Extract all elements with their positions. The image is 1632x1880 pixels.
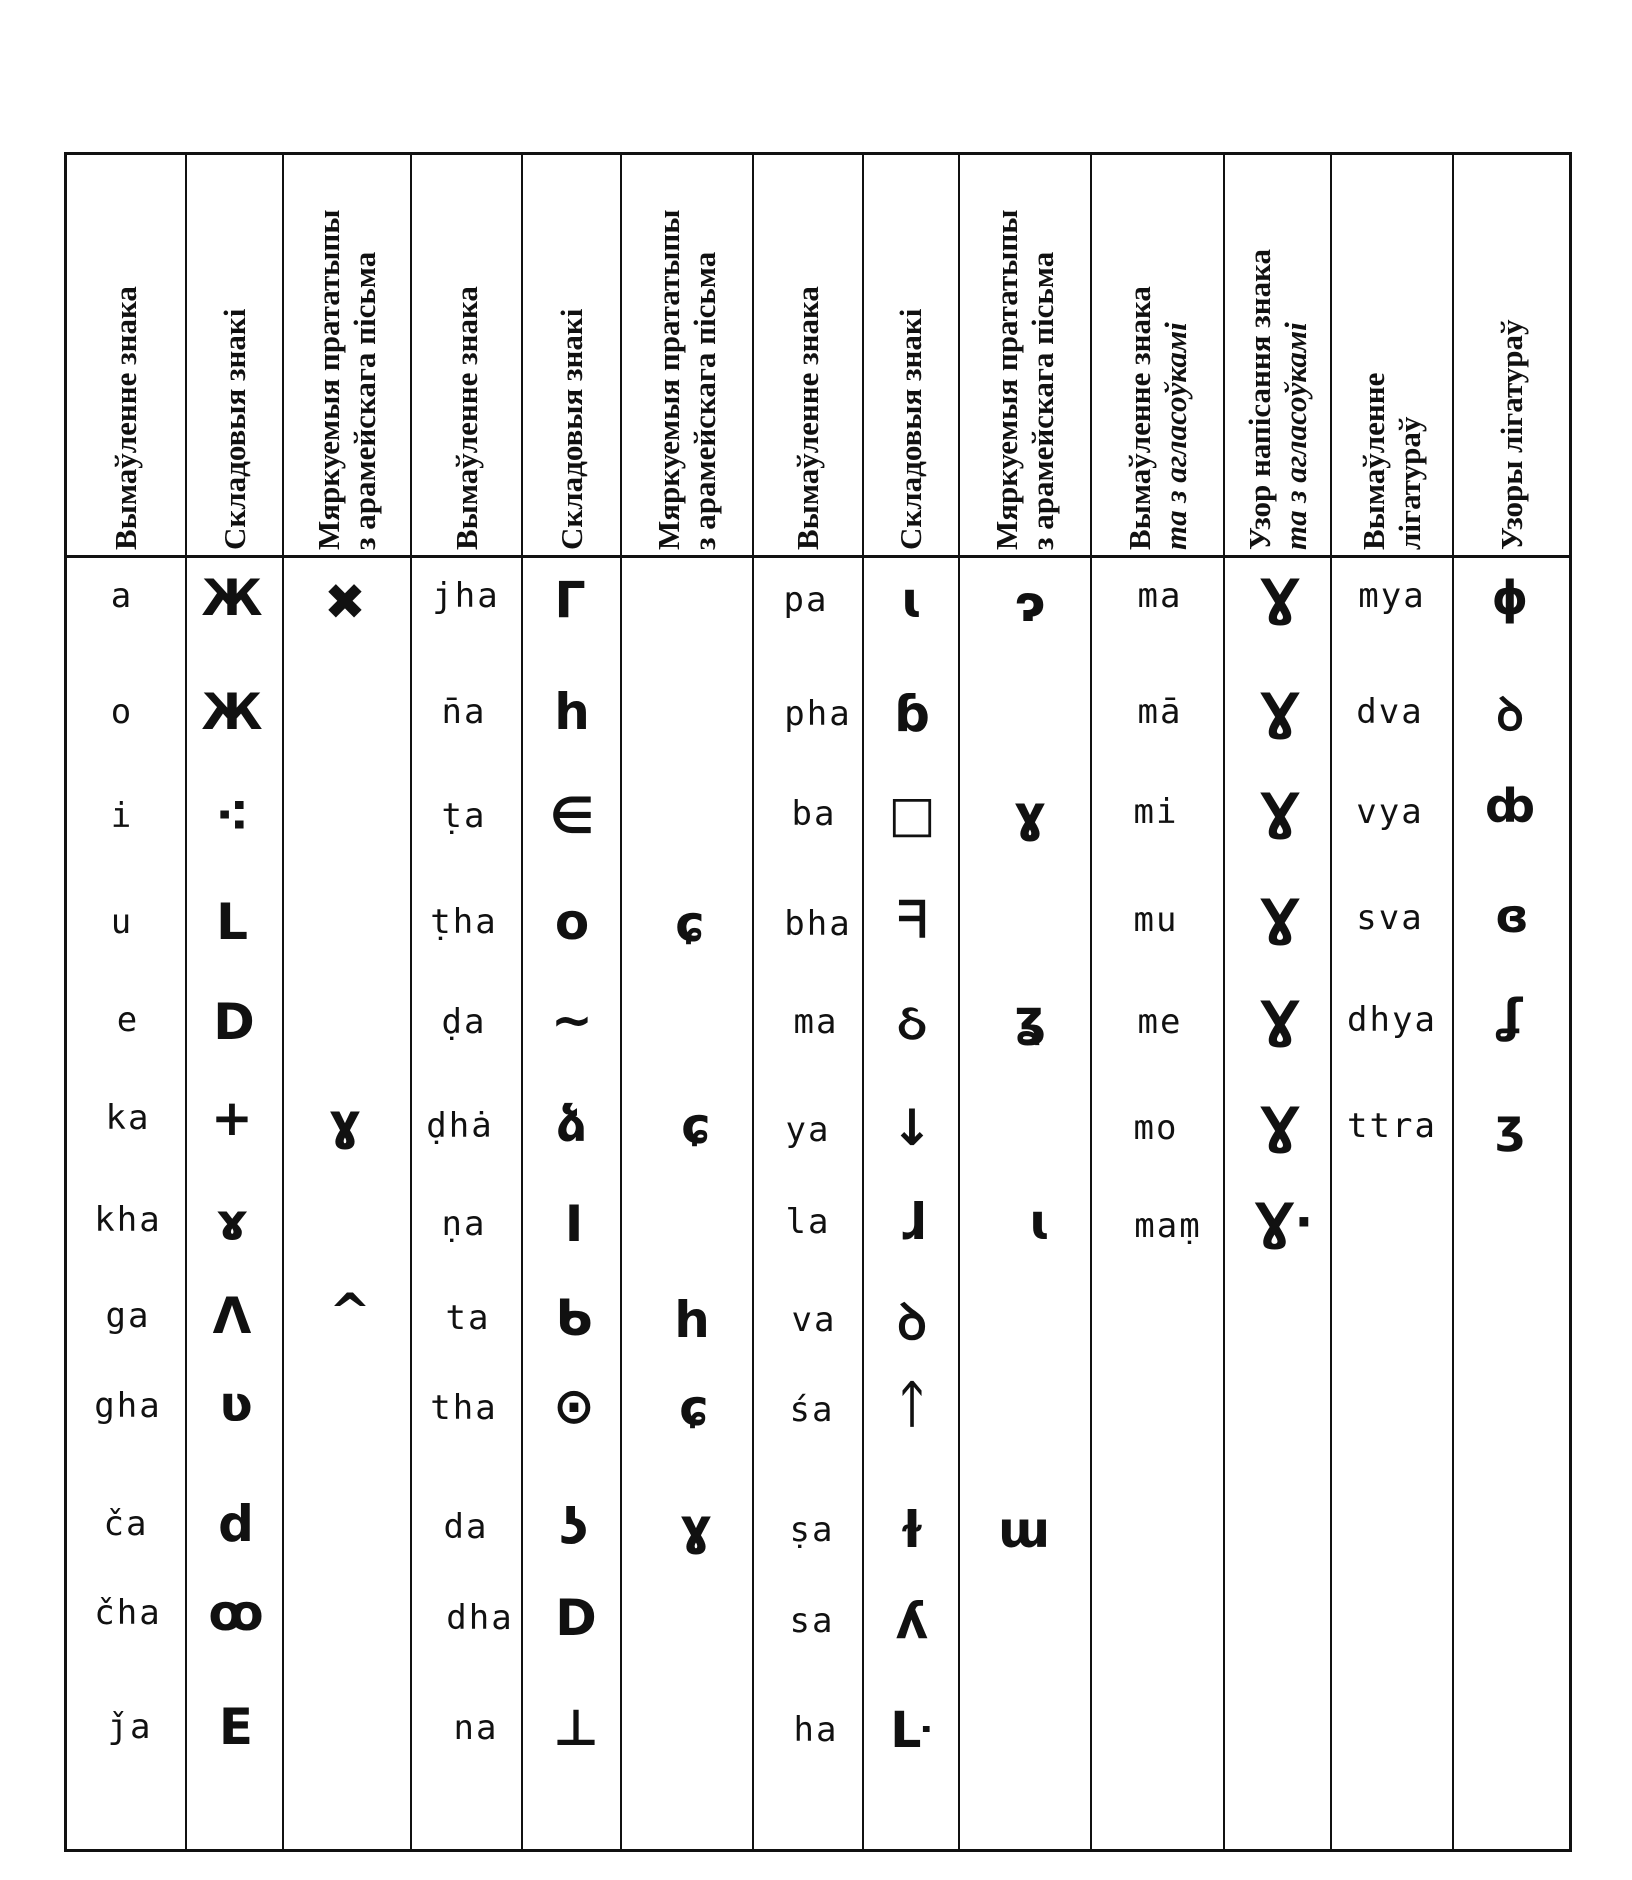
- aramaic-prototype: ɕ: [675, 895, 705, 953]
- syllabic-sign: I: [564, 1195, 584, 1253]
- pronunciation: ǰa: [107, 1707, 153, 1747]
- pronunciation: ṇa: [441, 1204, 487, 1244]
- ma-vowel-pronunciation: ma: [1137, 576, 1183, 616]
- pronunciation: bha: [784, 904, 852, 944]
- pronunciation: i: [110, 796, 134, 836]
- ma-vowel-sample: Ɣ: [1260, 783, 1300, 841]
- syllabic-sign: ઠ: [897, 993, 927, 1051]
- aramaic-prototype: ^: [329, 1283, 371, 1341]
- pronunciation: ṭa: [441, 796, 487, 836]
- aramaic-prototype: ɯ: [997, 1501, 1051, 1559]
- pronunciation: e: [116, 1000, 140, 1040]
- aramaic-prototype: h: [674, 1291, 710, 1349]
- ligature-pronunciation: dva: [1356, 692, 1424, 732]
- pronunciation: a: [110, 576, 134, 616]
- aramaic-prototype: ɣ: [328, 1093, 362, 1151]
- pronunciation: śa: [789, 1390, 835, 1430]
- pronunciation: u: [110, 902, 134, 942]
- ma-vowel-sample: Ɣ: [1260, 889, 1300, 947]
- syllabic-sign: Ж: [201, 569, 263, 627]
- pronunciation: pha: [784, 694, 852, 734]
- ligature-sample: ɞ: [1495, 889, 1529, 943]
- syllabic-sign: ᖷ: [897, 891, 927, 949]
- ma-vowel-sample: Ɣ·: [1254, 1193, 1314, 1251]
- header-pronunciation-1: Вымаўленне знака: [108, 286, 143, 550]
- pronunciation: ča: [103, 1504, 149, 1544]
- pronunciation: kha: [94, 1200, 162, 1240]
- syllabic-sign: ⁖: [214, 787, 250, 845]
- pronunciation: ba: [791, 794, 837, 834]
- syllabic-sign: D: [555, 1589, 597, 1647]
- pronunciation: la: [785, 1202, 831, 1242]
- ma-vowel-sample: Ɣ: [1260, 1097, 1300, 1155]
- pronunciation: gha: [94, 1386, 162, 1426]
- pronunciation: sa: [789, 1601, 835, 1641]
- syllabic-sign: ᛏ: [897, 1375, 927, 1433]
- syllabic-sign: □: [888, 785, 936, 843]
- syllabic-sign: ᒥ: [554, 571, 586, 629]
- syllabic-sign: Ж: [201, 683, 263, 741]
- pronunciation: pa: [783, 580, 829, 620]
- ligature-pronunciation: sva: [1356, 898, 1424, 938]
- aramaic-prototype: ɕ: [679, 1379, 709, 1437]
- ma-vowel-pronunciation: mā: [1137, 692, 1183, 732]
- syllabic-sign: ⊙: [553, 1377, 595, 1435]
- ligature-pronunciation: mya: [1358, 576, 1426, 616]
- syllabic-sign: ʎ: [895, 1592, 929, 1650]
- header-ma-vowel-pronunciation: Вымаўленне знака ma з агласоўкамі: [1121, 286, 1193, 550]
- syllabic-sign: ձ: [556, 1095, 588, 1153]
- syllabic-sign: ɺ: [898, 1193, 926, 1251]
- header-syllabic-signs-3: Складовыя знакі: [893, 308, 928, 550]
- syllabic-sign: L: [216, 893, 248, 951]
- header-divider: [64, 555, 1572, 558]
- syllabic-sign: ɓ: [894, 685, 930, 743]
- ma-vowel-sample: Ɣ: [1260, 991, 1300, 1049]
- ma-vowel-pronunciation: me: [1137, 1002, 1183, 1042]
- aramaic-prototype: ɣ: [679, 1498, 713, 1556]
- header-ligature-samples: Узоры лігатураў: [1493, 319, 1529, 550]
- syllabic-sign: ⊥: [553, 1699, 599, 1757]
- pronunciation: tha: [430, 1388, 498, 1428]
- ma-vowel-sample: Ɣ: [1260, 683, 1300, 741]
- syllabic-sign: E: [218, 1698, 254, 1756]
- pronunciation: na: [453, 1708, 499, 1748]
- pronunciation: ha: [793, 1710, 839, 1750]
- ligature-pronunciation: ttra: [1347, 1106, 1437, 1146]
- header-prototypes-1: Мяркуемыя прататыпы з арамейскага пісьма: [311, 209, 382, 550]
- syllabic-sign: ∈: [549, 787, 595, 845]
- syllabic-sign: ᑲ: [555, 1289, 593, 1347]
- header-pronunciation-2: Вымаўленне знака: [448, 286, 484, 550]
- pronunciation: n̄a: [441, 692, 487, 732]
- pronunciation: dha: [446, 1598, 514, 1638]
- ligature-sample: ȸ: [1484, 779, 1536, 833]
- pronunciation: ga: [105, 1296, 151, 1336]
- aramaic-prototype: ɣ: [1013, 785, 1047, 843]
- pronunciation: jha: [432, 576, 500, 616]
- pronunciation: ḍa: [441, 1002, 487, 1042]
- syllabic-sign: ~: [551, 991, 593, 1049]
- pronunciation: ta: [445, 1298, 491, 1338]
- ligature-sample: ꝺ: [1496, 687, 1524, 741]
- ligature-pronunciation: vya: [1356, 792, 1424, 832]
- pronunciation: ṣa: [789, 1510, 835, 1550]
- pronunciation: ya: [785, 1110, 831, 1150]
- syllabic-sign: o: [554, 893, 590, 951]
- pronunciation: ka: [105, 1098, 151, 1138]
- ma-vowel-pronunciation: maṃ: [1134, 1206, 1202, 1246]
- syllabic-sign: ᒷ: [890, 1701, 934, 1759]
- syllabic-sign: ꝺ: [897, 1293, 927, 1351]
- aramaic-prototype: ʓ: [1013, 989, 1047, 1047]
- syllabic-sign: d: [218, 1495, 254, 1553]
- aramaic-prototype: ✖: [324, 573, 366, 631]
- syllabic-sign: ɩ: [900, 571, 924, 629]
- pronunciation: ḍhȧ: [426, 1106, 494, 1146]
- pronunciation: da: [443, 1507, 489, 1547]
- header-ma-vowel-sample: Узор напісання знака ma з агласоўкамі: [1241, 249, 1313, 550]
- header-ligature-pronunciation: Вымаўленне лігатураў: [1356, 372, 1427, 550]
- ma-vowel-pronunciation: mu: [1133, 900, 1179, 940]
- header-syllabic-signs-2: Складовыя знакі: [553, 308, 589, 550]
- syllabic-sign: ɫ: [898, 1501, 926, 1559]
- syllabic-sign: ↓: [891, 1099, 933, 1157]
- syllabic-sign: ꝏ: [208, 1584, 264, 1642]
- ligature-pronunciation: dhya: [1347, 1000, 1437, 1040]
- pronunciation: o: [110, 692, 134, 732]
- ligature-sample: ʆ: [1497, 989, 1523, 1043]
- ma-vowel-pronunciation: mo: [1133, 1108, 1179, 1148]
- ligature-sample: ʒ: [1495, 1099, 1525, 1153]
- pronunciation: ṭha: [430, 902, 498, 942]
- aramaic-prototype: ɩ: [1028, 1193, 1052, 1251]
- syllabic-sign: ʖ: [559, 1498, 589, 1556]
- ligature-sample: ɸ: [1491, 571, 1529, 625]
- syllabic-sign: Λ: [212, 1287, 252, 1345]
- syllabic-sign: ʋ: [219, 1375, 253, 1433]
- pronunciation: čha: [94, 1593, 162, 1633]
- header-syllabic-signs-1: Складовыя знакі: [216, 308, 252, 550]
- pronunciation: ma: [793, 1002, 839, 1042]
- header-prototypes-3: Мяркуемыя прататыпы з арамейскага пісьма: [989, 209, 1060, 550]
- syllabic-sign: +: [211, 1089, 253, 1147]
- syllabic-sign: ɤ: [216, 1193, 248, 1251]
- pronunciation: va: [791, 1300, 837, 1340]
- ma-vowel-pronunciation: mi: [1133, 792, 1179, 832]
- syllabic-sign: h: [554, 683, 590, 741]
- aramaic-prototype: ɂ: [1014, 575, 1046, 633]
- header-pronunciation-3: Вымаўленне знака: [790, 286, 825, 550]
- aramaic-prototype: ɕ: [681, 1097, 711, 1155]
- header-prototypes-2: Мяркуемыя прататыпы з арамейскага пісьма: [651, 209, 722, 550]
- syllabic-sign: D: [213, 993, 255, 1051]
- ma-vowel-sample: Ɣ: [1260, 569, 1300, 627]
